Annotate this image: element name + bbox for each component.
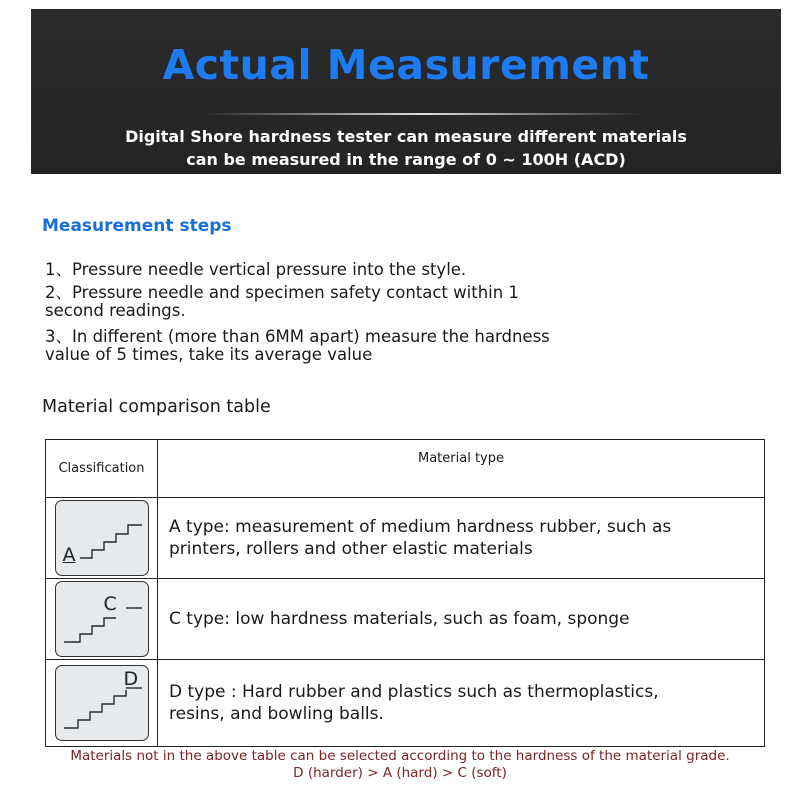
column-header-material-type: Material type <box>158 440 765 498</box>
type-d-indenter-icon <box>55 665 149 741</box>
type-a-indenter-icon <box>55 500 149 576</box>
footnote-line-2: D (harder) > A (hard) > C (soft) <box>293 765 507 781</box>
banner-subtitle-line-2: can be measured in the range of 0 ~ 100H (ACD) <box>186 150 626 169</box>
classification-cell <box>46 498 158 579</box>
table-row <box>46 498 765 579</box>
table-row <box>46 579 765 660</box>
material-description-line: C type: low hardness materials, such as foam, sponge <box>169 609 630 629</box>
step-line: second readings. <box>45 301 186 320</box>
step-line: 3、In different (more than 6MM apart) measure the hardness <box>45 327 550 346</box>
type-letter: A <box>62 544 76 566</box>
step-line: value of 5 times, take its average value <box>45 345 373 364</box>
material-description-line: resins, and bowling balls. <box>169 704 384 724</box>
material-description-line: A type: measurement of medium hardness rubber, such as <box>169 517 672 537</box>
steps-heading: Measurement steps <box>42 216 232 236</box>
step-line: 1、Pressure needle vertical pressure into the style. <box>45 260 467 279</box>
material-description-line: printers, rollers and other elastic materials <box>169 539 533 559</box>
classification-cell <box>46 579 158 660</box>
page-title: Actual Measurement <box>162 41 650 89</box>
material-type-cell <box>158 660 765 747</box>
material-comparison-table <box>45 439 765 747</box>
table-header-row <box>46 440 765 498</box>
banner-subtitle-line-1: Digital Shore hardness tester can measure different materials <box>125 127 687 146</box>
material-description-line: D type : Hard rubber and plastics such as thermoplastics, <box>169 682 659 702</box>
classification-cell <box>46 660 158 747</box>
material-type-cell <box>158 498 765 579</box>
material-type-cell <box>158 579 765 660</box>
table-row <box>46 660 765 747</box>
step-line: 2、Pressure needle and specimen safety contact within 1 <box>45 283 519 302</box>
footnote-line-1: Materials not in the above table can be selected according to the hardness of the material grade. <box>70 748 730 764</box>
type-letter: C <box>103 593 117 615</box>
header-banner <box>31 9 781 174</box>
type-letter: D <box>123 668 139 690</box>
type-c-indenter-icon <box>55 581 149 657</box>
column-header-classification: Classification <box>46 440 158 498</box>
table-heading: Material comparison table <box>42 397 271 417</box>
title-divider <box>203 113 643 115</box>
